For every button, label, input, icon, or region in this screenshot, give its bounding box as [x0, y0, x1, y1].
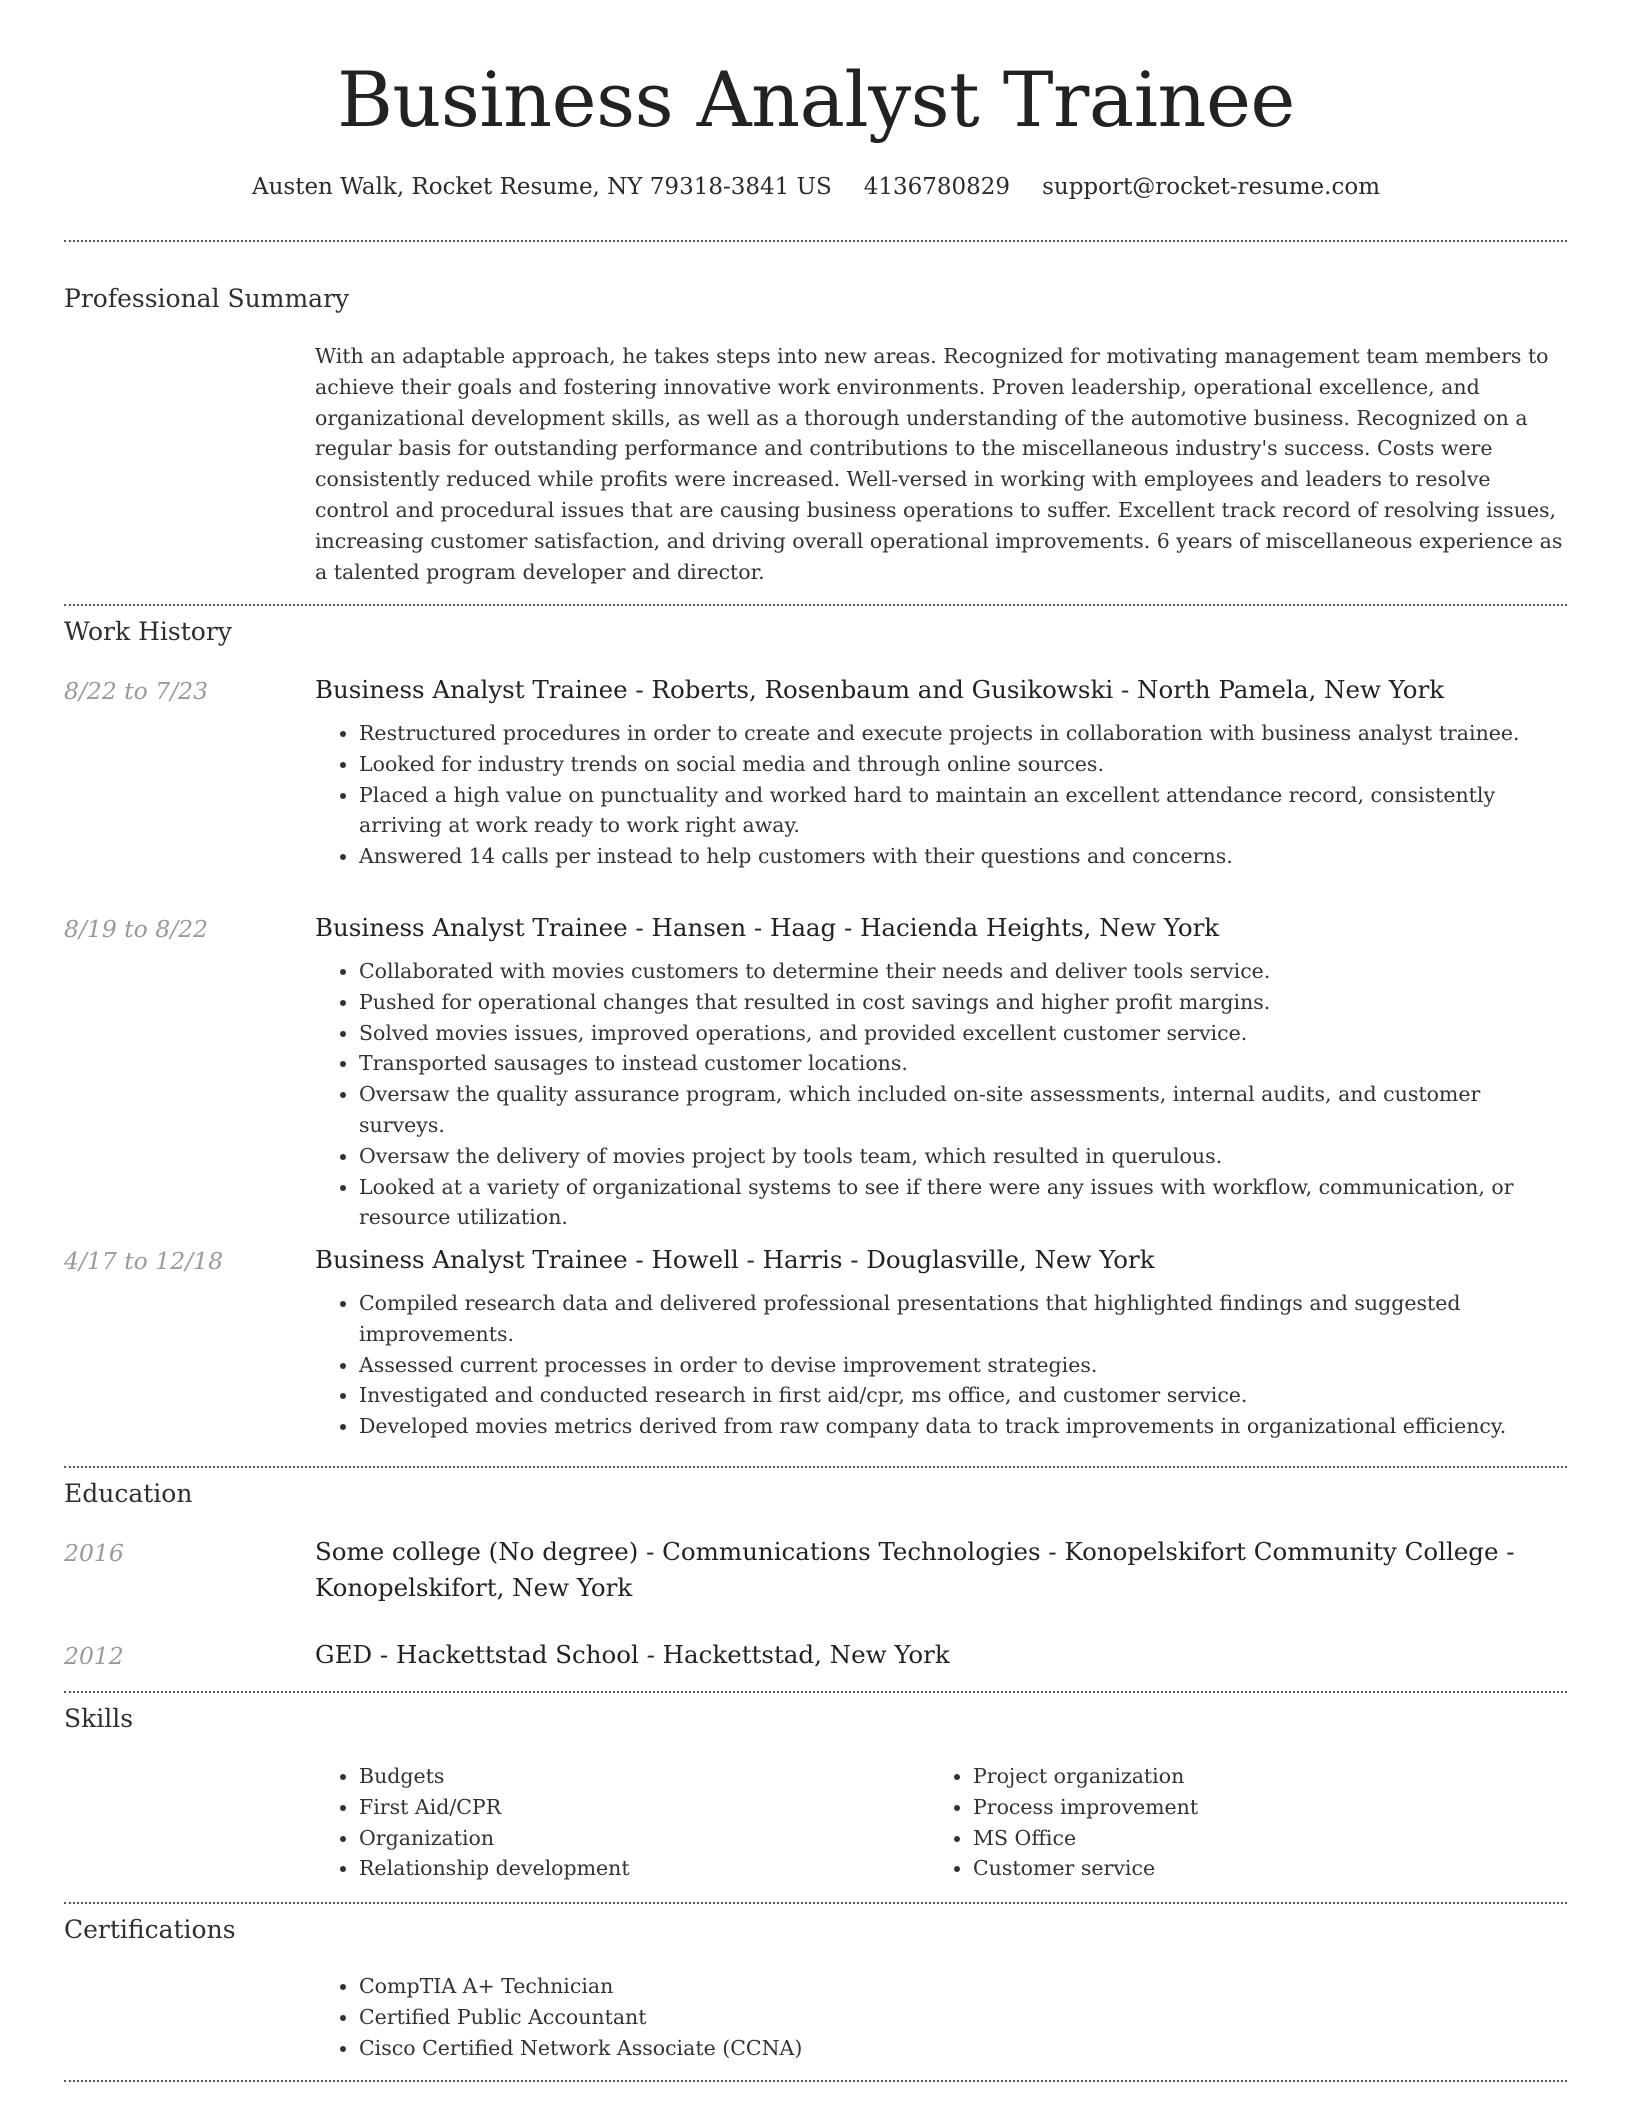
- education-heading-line: [315, 1637, 1565, 1673]
- job-entry: [315, 1242, 1565, 1442]
- education-heading-line: [315, 1534, 1565, 1606]
- job-title: Business Analyst Trainee: [315, 675, 628, 704]
- certification-item: • Certified Public Accountant: [359, 2002, 1565, 2033]
- education-entry: [315, 1534, 1565, 1606]
- job-bullets: [315, 718, 1565, 872]
- skill-item: • Budgets: [359, 1761, 915, 1792]
- contact-line: [0, 174, 1632, 200]
- skills-list: [929, 1761, 1529, 1884]
- job-bullet: • Oversaw the quality assurance program, which included on-site assessments, internal audits, and customer surveys.: [359, 1079, 1565, 1141]
- skill-item: • MS Office: [973, 1823, 1529, 1854]
- work-history-heading: Work History: [64, 617, 232, 646]
- job-heading: [315, 672, 1565, 708]
- skill-item: • Relationship development: [359, 1853, 915, 1884]
- contact-email: support@rocket-resume.com: [1042, 174, 1381, 200]
- job-dates: 8/19 to 8/22: [64, 915, 209, 943]
- skill-item: • Customer service: [973, 1853, 1529, 1884]
- job-bullet: • Oversaw the delivery of movies project by tools team, which resulted in querulous.: [359, 1141, 1565, 1172]
- skill-item: • First Aid/CPR: [359, 1792, 915, 1823]
- summary-block: [315, 341, 1565, 587]
- job-bullets: [315, 1288, 1565, 1442]
- job-bullet: • Transported sausages to instead customer locations.: [359, 1048, 1565, 1079]
- education-details: - Konopelskifort Community College - Konopelskifort, New York: [315, 1537, 1515, 1602]
- job-title: Business Analyst Trainee: [315, 1245, 628, 1274]
- summary-heading: Professional Summary: [64, 284, 350, 313]
- job-bullet: • Assessed current processes in order to devise improvement strategies.: [359, 1350, 1565, 1381]
- job-details: - Hansen - Haag - Hacienda Heights, New York: [627, 913, 1220, 942]
- certification-item: • Cisco Certified Network Associate (CCNA): [359, 2033, 1565, 2064]
- section-divider: [64, 604, 1567, 606]
- summary-text: With an adaptable approach, he takes steps into new areas. Recognized for motivating management team members to achieve their goals and fostering innovative work environments. Proven leadership, operational excellence, and organizational development skills, as well as a thorough understanding of the automotive business. Recognized on a regular basis for outstanding performance and contributions to the miscellaneous industry's success. Costs were consistently reduced while profits were increased. Well-versed in working with employees and leaders to resolve control and procedural issues that are causing business operations to suffer. Excellent track record of resolving issues, increasing customer satisfaction, and driving overall operational improvements. 6 years of miscellaneous experience as a talented program developer and director.: [315, 344, 1563, 584]
- contact-phone: 4136780829: [863, 174, 1011, 200]
- certifications-list: [315, 1971, 1565, 2063]
- section-divider: [64, 1466, 1567, 1468]
- skill-item: • Process improvement: [973, 1792, 1529, 1823]
- section-divider: [64, 1902, 1567, 1904]
- skills-column-right: [929, 1761, 1529, 1884]
- candidate-name: Business Analyst Trainee: [337, 55, 1295, 144]
- certification-item: • CompTIA A+ Technician: [359, 1971, 1565, 2002]
- job-bullet: • Answered 14 calls per instead to help customers with their questions and concerns.: [359, 841, 1565, 872]
- section-divider: [64, 2080, 1567, 2082]
- job-bullet: • Placed a high value on punctuality and worked hard to maintain an excellent attendance record, consistently arriving at work ready to work right away.: [359, 780, 1565, 842]
- resume-header: [0, 0, 1632, 200]
- contact-address: Austen Walk, Rocket Resume, NY 79318-3841 US: [251, 174, 832, 200]
- education-degree: GED: [315, 1640, 373, 1669]
- job-entry: [315, 910, 1565, 1233]
- education-heading: Education: [64, 1479, 193, 1508]
- job-entry: [315, 672, 1565, 872]
- job-heading: [315, 910, 1565, 946]
- job-bullet: • Collaborated with movies customers to determine their needs and deliver tools service.: [359, 956, 1565, 987]
- skills-list: [315, 1761, 915, 1884]
- skills-heading: Skills: [64, 1704, 134, 1733]
- education-year: 2016: [64, 1539, 124, 1567]
- job-bullet: • Pushed for operational changes that resulted in cost savings and higher profit margins.: [359, 987, 1565, 1018]
- job-bullet: • Developed movies metrics derived from raw company data to track improvements in organizational efficiency.: [359, 1411, 1565, 1442]
- section-divider: [64, 1691, 1567, 1693]
- job-details: - Roberts, Rosenbaum and Gusikowski - North Pamela, New York: [627, 675, 1445, 704]
- job-dates: 8/22 to 7/23: [64, 677, 209, 705]
- certifications-block: [315, 1971, 1565, 2063]
- job-bullet: • Looked for industry trends on social media and through online sources.: [359, 749, 1565, 780]
- job-bullet: • Restructured procedures in order to create and execute projects in collaboration with business analyst trainee.: [359, 718, 1565, 749]
- job-details: - Howell - Harris - Douglasville, New York: [627, 1245, 1155, 1274]
- education-entry: [315, 1637, 1565, 1673]
- section-divider: [64, 240, 1567, 242]
- job-bullet: • Investigated and conducted research in first aid/cpr, ms office, and customer service.: [359, 1380, 1565, 1411]
- education-year: 2012: [64, 1642, 124, 1670]
- job-bullet: • Solved movies issues, improved operations, and provided excellent customer service.: [359, 1018, 1565, 1049]
- skill-item: • Project organization: [973, 1761, 1529, 1792]
- job-heading: [315, 1242, 1565, 1278]
- skills-column-left: [315, 1761, 915, 1884]
- job-bullet: • Compiled research data and delivered professional presentations that highlighted findings and suggested improvements.: [359, 1288, 1565, 1350]
- job-bullets: [315, 956, 1565, 1233]
- job-title: Business Analyst Trainee: [315, 913, 628, 942]
- skill-item: • Organization: [359, 1823, 915, 1854]
- job-dates: 4/17 to 12/18: [64, 1247, 224, 1275]
- education-degree: Some college (No degree) - Communications Technologies: [315, 1537, 1041, 1566]
- education-details: - Hackettstad School - Hackettstad, New York: [372, 1640, 950, 1669]
- job-bullet: • Looked at a variety of organizational systems to see if there were any issues with workflow, communication, or resource utilization.: [359, 1172, 1565, 1234]
- certifications-heading: Certifications: [64, 1915, 236, 1944]
